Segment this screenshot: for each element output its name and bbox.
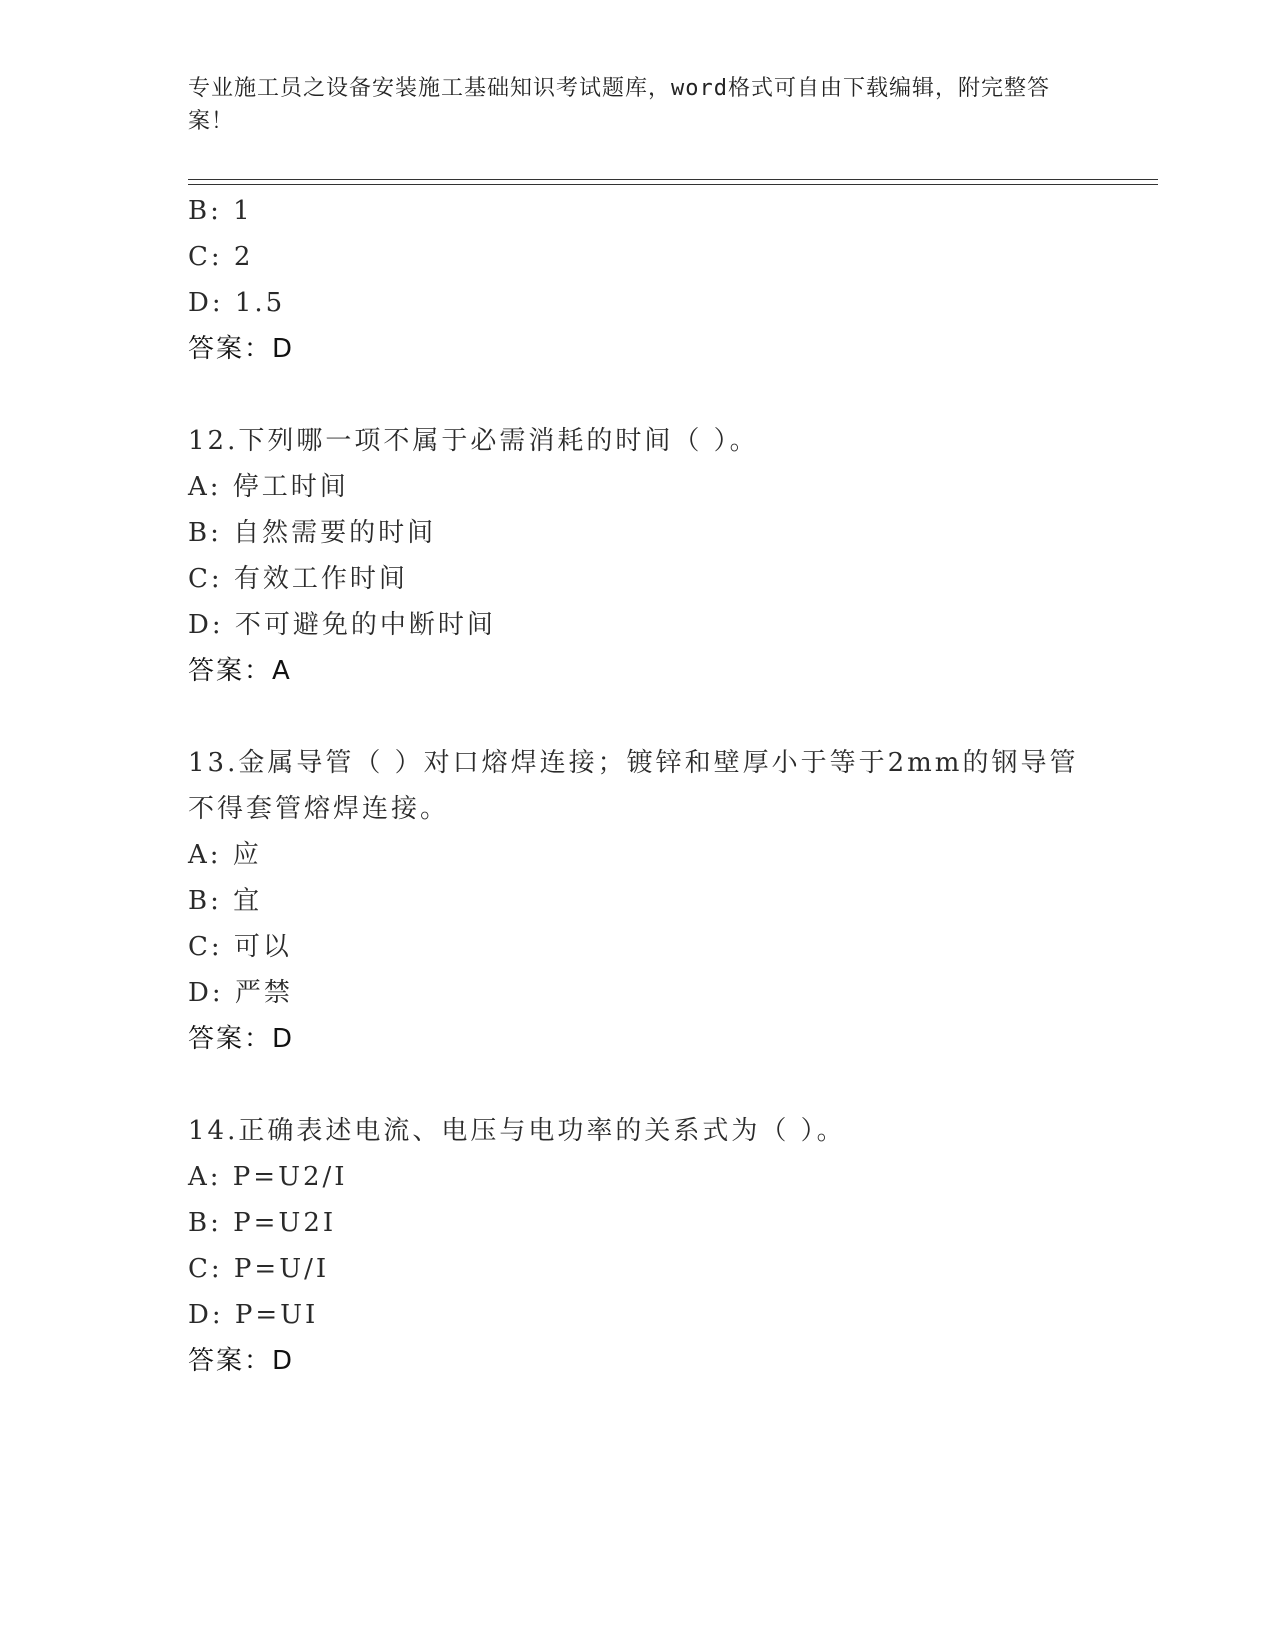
question-14 (188, 1108, 1088, 1384)
option-c: C: 有效工作时间 (188, 564, 408, 594)
option-a: A: P=U2/I (188, 1162, 348, 1192)
option-d: D: 1.5 (188, 288, 286, 318)
option-c: C: 2 (188, 242, 254, 272)
answer-line: 答案：D (188, 1024, 295, 1054)
option-d: D: P=UI (188, 1300, 319, 1330)
option-c: C: P=U/I (188, 1254, 330, 1284)
header-title: 专业施工员之设备安装施工基础知识考试题库，word格式可自由下载编辑，附完整答案！ (188, 76, 1050, 134)
option-a: A: 停工时间 (188, 472, 349, 502)
document-header (188, 72, 1068, 138)
answer-line: 答案：D (188, 334, 295, 364)
header-divider-bottom (188, 184, 1158, 185)
option-d: D: 不可避免的中断时间 (188, 610, 496, 640)
answer-line: 答案：D (188, 1346, 295, 1376)
question-stem: 14.正确表述电流、电压与电功率的关系式为（ ）。 (188, 1116, 846, 1146)
question-stem-continued: 不得套管熔焊连接。 (188, 794, 450, 824)
answer-line: 答案：A (188, 656, 292, 686)
option-b: B: 自然需要的时间 (188, 518, 437, 548)
option-b: B: 1 (188, 196, 253, 226)
question-stem: 13.金属导管（ ）对口熔焊连接；镀锌和壁厚小于等于2mm的钢导管 (188, 748, 1079, 778)
question-13 (188, 740, 1088, 1062)
question-11-continued (188, 188, 1088, 372)
option-a: A: 应 (188, 840, 262, 870)
question-stem: 12.下列哪一项不属于必需消耗的时间（ ）。 (188, 426, 759, 456)
option-c: C: 可以 (188, 932, 292, 962)
option-b: B: 宜 (188, 886, 263, 916)
header-divider-top (188, 179, 1158, 180)
question-12 (188, 418, 1088, 694)
question-list (188, 188, 1088, 1384)
option-d: D: 严禁 (188, 978, 293, 1008)
option-b: B: P=U2I (188, 1208, 337, 1238)
